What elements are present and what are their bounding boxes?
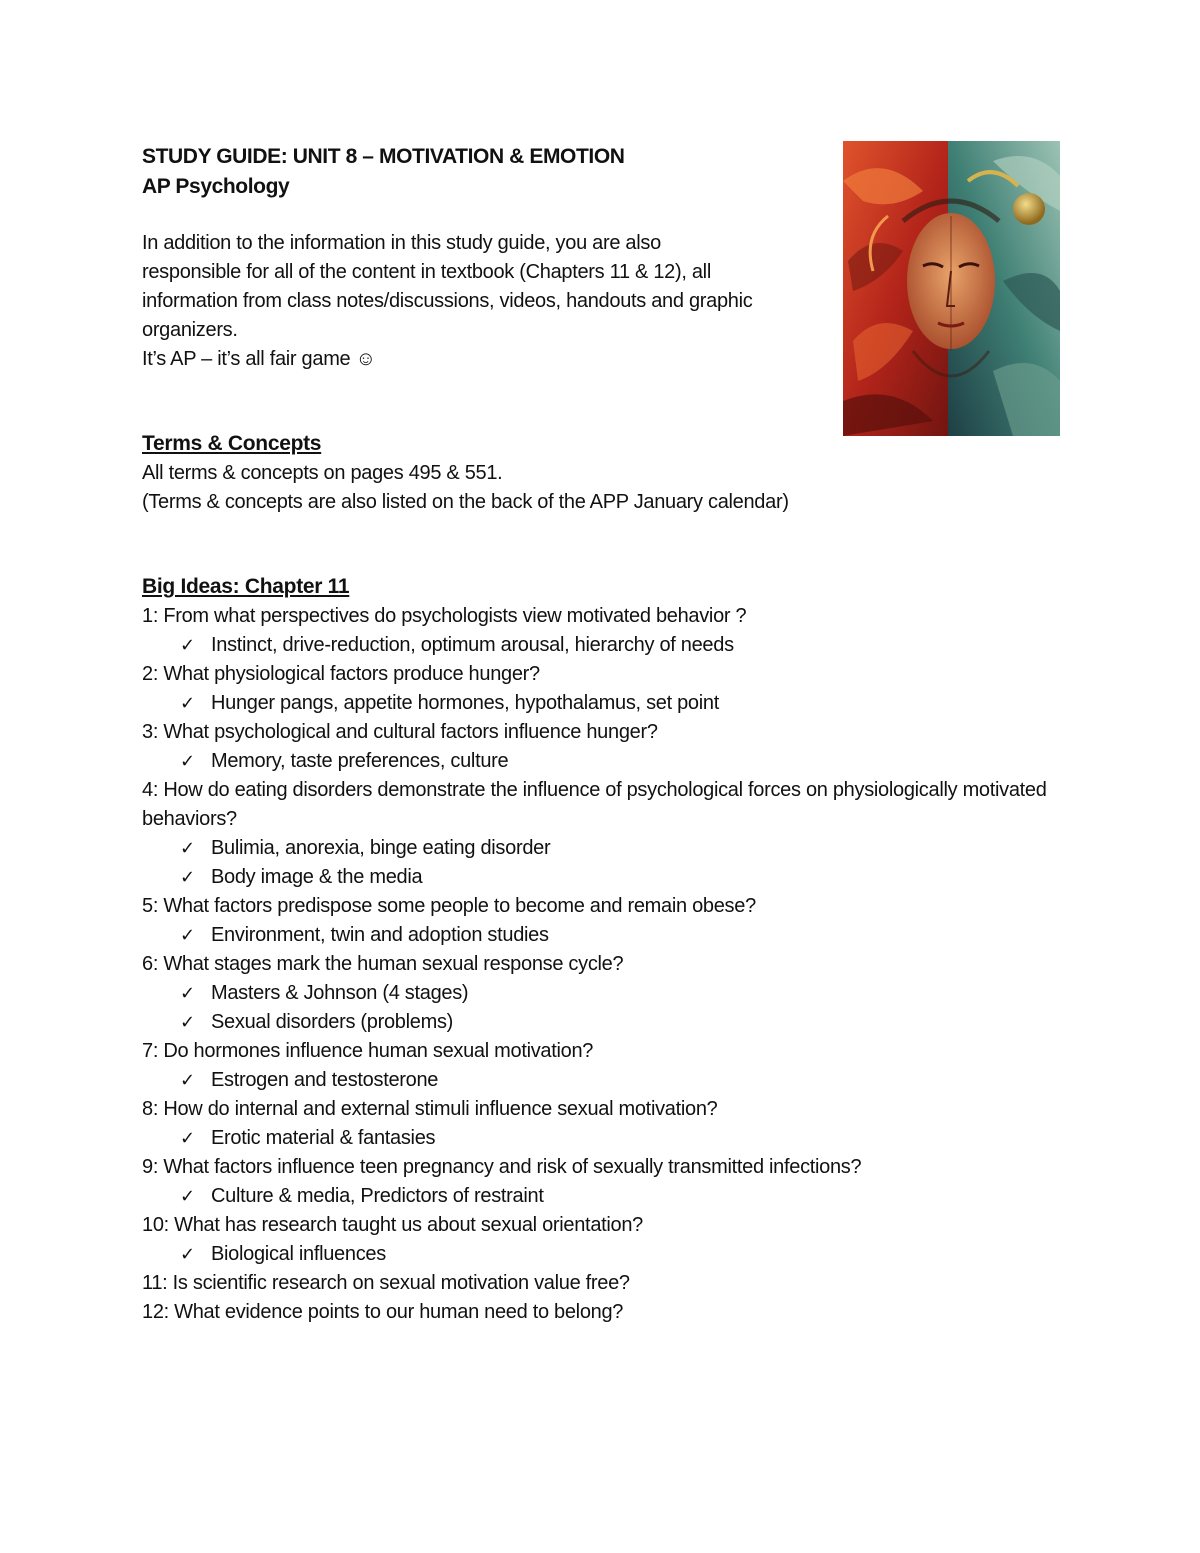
answer-text: Culture & media, Predictors of restraint: [211, 1185, 544, 1207]
answer-text: Estrogen and testosterone: [211, 1069, 439, 1091]
terms-heading: Terms & Concepts: [142, 432, 322, 455]
answer-point: [142, 1124, 1102, 1153]
answer-point: [142, 689, 1102, 718]
checkmark-icon: ✓: [180, 693, 195, 714]
answer-text: Masters & Johnson (4 stages): [211, 982, 469, 1004]
course-name: AP Psychology: [142, 175, 290, 198]
big-ideas-section: [142, 572, 1102, 1327]
big-ideas-heading: Big Ideas: Chapter 11: [142, 575, 350, 598]
intro-line: information from class notes/discussions, videos, handouts and graphic: [142, 290, 753, 312]
answer-point: [142, 1182, 1102, 1211]
question-item: 7: Do hormones influence human sexual motivation?: [142, 1040, 594, 1062]
answer-text: Sexual disorders (problems): [211, 1011, 453, 1033]
question-item: 6: What stages mark the human sexual response cycle?: [142, 953, 624, 975]
terms-line: (Terms & concepts are also listed on the back of the APP January calendar): [142, 491, 789, 513]
answer-point: [142, 863, 1102, 892]
checkmark-icon: ✓: [180, 751, 195, 772]
checkmark-icon: ✓: [180, 1070, 195, 1091]
question-item: 1: From what perspectives do psychologists view motivated behavior ?: [142, 605, 747, 627]
intro-paragraph: [142, 229, 832, 374]
answer-text: Environment, twin and adoption studies: [211, 924, 549, 946]
checkmark-icon: ✓: [180, 867, 195, 888]
answer-text: Erotic material & fantasies: [211, 1127, 436, 1149]
terms-line: All terms & concepts on pages 495 & 551.: [142, 462, 503, 484]
question-item: 2: What physiological factors produce hunger?: [142, 663, 540, 685]
question-item: 8: How do internal and external stimuli influence sexual motivation?: [142, 1098, 718, 1120]
question-item: 11: Is scientific research on sexual motivation value free?: [142, 1272, 630, 1294]
intro-line: organizers.: [142, 319, 238, 341]
answer-text: Body image & the media: [211, 866, 423, 888]
question-item: 10: What has research taught us about sexual orientation?: [142, 1214, 644, 1236]
answer-text: Bulimia, anorexia, binge eating disorder: [211, 837, 551, 859]
checkmark-icon: ✓: [180, 1128, 195, 1149]
question-item: 4: How do eating disorders demonstrate the influence of psychological forces on physiologically motivated behaviors?: [142, 779, 1047, 830]
intro-line: It’s AP – it’s all fair game ☺: [142, 348, 376, 370]
artwork-svg: [843, 141, 1060, 436]
checkmark-icon: ✓: [180, 983, 195, 1004]
answer-point: [142, 921, 1102, 950]
intro-line: In addition to the information in this study guide, you are also: [142, 232, 661, 254]
question-item: 5: What factors predispose some people to become and remain obese?: [142, 895, 756, 917]
answer-point: [142, 631, 1102, 660]
document-title: STUDY GUIDE: UNIT 8 – MOTIVATION & EMOTION: [142, 145, 625, 168]
answer-point: [142, 834, 1102, 863]
answer-point: [142, 979, 1102, 1008]
answer-text: Instinct, drive-reduction, optimum arousal, hierarchy of needs: [211, 634, 734, 656]
answer-point: [142, 747, 1102, 776]
checkmark-icon: ✓: [180, 925, 195, 946]
question-item: 12: What evidence points to our human need to belong?: [142, 1301, 624, 1323]
intro-line: responsible for all of the content in textbook (Chapters 11 & 12), all: [142, 261, 711, 283]
question-item: 9: What factors influence teen pregnancy and risk of sexually transmitted infections?: [142, 1156, 862, 1178]
answer-text: Hunger pangs, appetite hormones, hypothalamus, set point: [211, 692, 719, 714]
title-block: [142, 142, 822, 202]
question-item: 3: What psychological and cultural factors influence hunger?: [142, 721, 658, 743]
answer-point: [142, 1008, 1102, 1037]
question-list: [142, 602, 1102, 1327]
terms-section: [142, 429, 1102, 517]
answer-point: [142, 1240, 1102, 1269]
checkmark-icon: ✓: [180, 1012, 195, 1033]
checkmark-icon: ✓: [180, 1244, 195, 1265]
answer-point: [142, 1066, 1102, 1095]
answer-text: Biological influences: [211, 1243, 386, 1265]
checkmark-icon: ✓: [180, 838, 195, 859]
checkmark-icon: ✓: [180, 1186, 195, 1207]
answer-text: Memory, taste preferences, culture: [211, 750, 509, 772]
artwork-face-illustration: [843, 141, 1060, 436]
checkmark-icon: ✓: [180, 635, 195, 656]
